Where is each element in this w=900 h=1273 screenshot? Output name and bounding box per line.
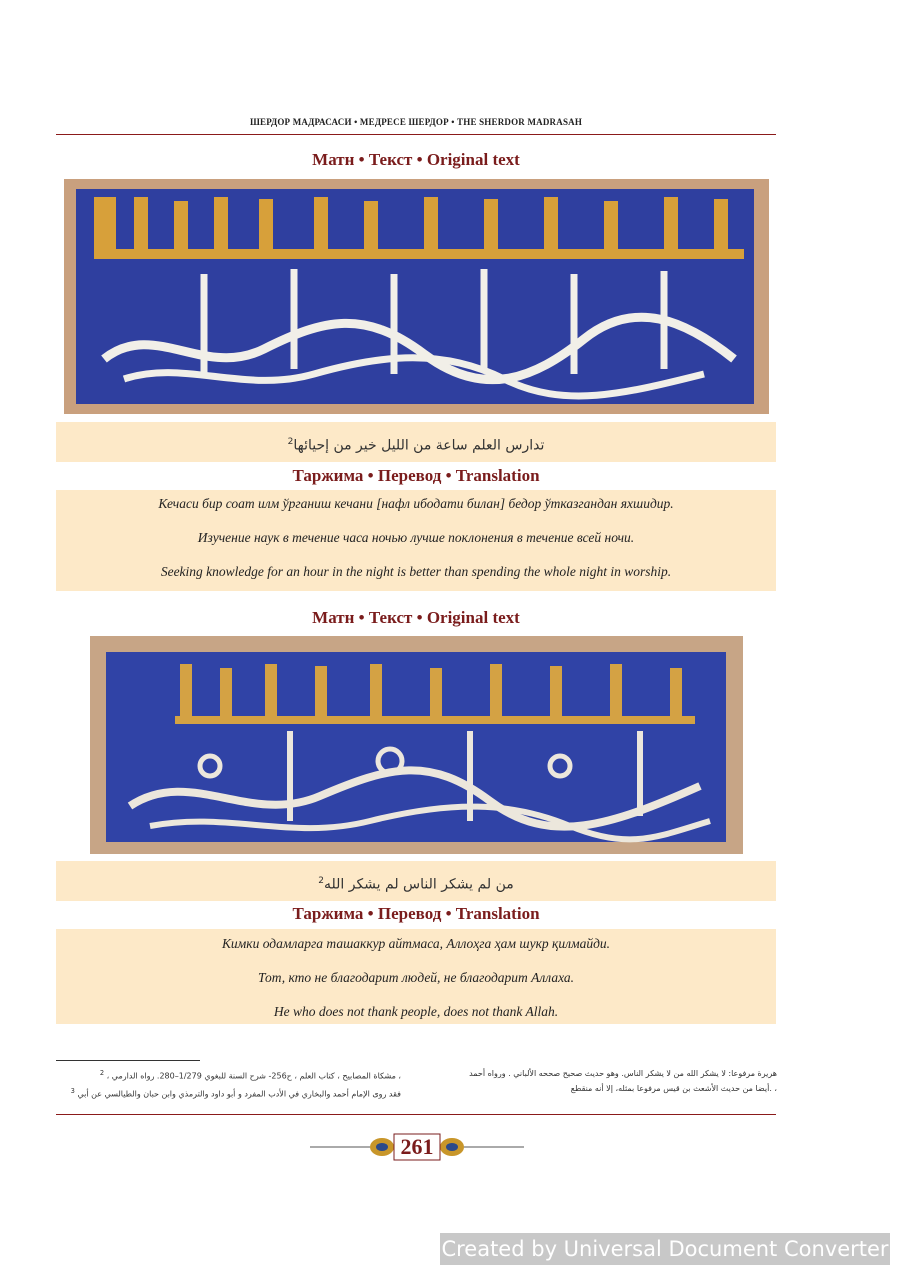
arabic-text-2 [56, 861, 776, 905]
translation-title-2: Таржима • Перевод • Translation [292, 904, 540, 923]
arabic-text-2-content: من لم يشكر الناس لم يشكر الله [323, 876, 514, 893]
translation-panel-2 [56, 929, 776, 1024]
footnote-left-1-mark: 2 [99, 1069, 105, 1077]
converter-watermark: Created by Universal Document Converter [440, 1233, 890, 1265]
page-number-ornament [310, 1132, 524, 1162]
footer-divider [56, 1114, 776, 1115]
translation-english-1: Seeking knowledge for an hour in the night is better than spending the whole night in worship. [160, 564, 672, 579]
tile-inscription-1-image [64, 179, 769, 414]
footnotes-left [56, 1069, 401, 1098]
tile-inscription-photo-2 [90, 636, 743, 854]
running-header: ШЕРДОР МАДРАСАСИ • МЕДРЕСЕ ШЕРДОР • THE SHERDOR MADRASAH [249, 117, 583, 127]
header-divider [56, 134, 776, 135]
page-number: 261 [400, 1134, 434, 1159]
translation-panel-1 [56, 490, 776, 591]
footnote-right-line-2: ، .أيضا من حديث الأشعث بن قيس مرفوعا بمثله، إلا أنه منقطع [570, 1084, 777, 1093]
arabic-text-1 [56, 422, 776, 466]
arabic-text-1-content: تدارس العلم ساعة من الليل خير من إحيائها [293, 437, 545, 454]
translation-russian-1: Изучение наук в течение часа ночью лучше поклонения в течение всей ночи. [197, 530, 635, 545]
translation-uzbek-1: Кечаси бир соат илм ўрганиш кечани [нафл ибодати билан] бедор ўтказгандан яхшидир. [158, 496, 674, 511]
footnote-left-2-mark: 3 [70, 1086, 75, 1095]
translation-title-1: Таржима • Перевод • Translation [292, 466, 540, 485]
arabic-text-panel-1 [56, 422, 776, 462]
original-text-title-1: Матн • Текст • Original text [312, 150, 520, 169]
footnotes-right [435, 1069, 777, 1093]
footnote-left-line-1 [56, 1069, 401, 1081]
footnote-left-line-1-text: ، مشكاة المصابيح ، كتاب العلم ، ح256- شرح السنة للبغوي 1/279–280. رواه الدارمي ، [106, 1071, 401, 1081]
original-text-title-2: Матн • Текст • Original text [312, 608, 520, 627]
translation-russian-2: Тот, кто не благодарит людей, не благодарит Аллаха. [257, 970, 575, 985]
translation-english-2: He who does not thank people, does not thank Allah. [273, 1004, 559, 1019]
footnote-left-line-2-text: فقد روى الإمام أحمد والبخاري في الأدب المفرد و أبو داود والترمذي وابن حبان والطيالسي عن أبي [77, 1089, 401, 1099]
tile-inscription-2-image [90, 636, 743, 854]
footnote-mark-2: 2 [318, 876, 324, 886]
footnote-divider [56, 1060, 200, 1061]
tile-inscription-photo-1 [64, 179, 769, 414]
footnote-left-line-2 [56, 1087, 401, 1099]
footnote-mark-1: 2 [287, 437, 294, 447]
translation-uzbek-2: Кимки одамларга ташаккур айтмаса, Аллоҳга ҳам шукр қилмайди. [221, 936, 611, 951]
arabic-text-panel-2 [56, 861, 776, 901]
footnote-right-line-1: هريرة مرفوعا: لا يشكر الله من لا يشكر الناس. وهو حديث صحيح صححه الألباني . ورواه أحمد [469, 1069, 777, 1078]
